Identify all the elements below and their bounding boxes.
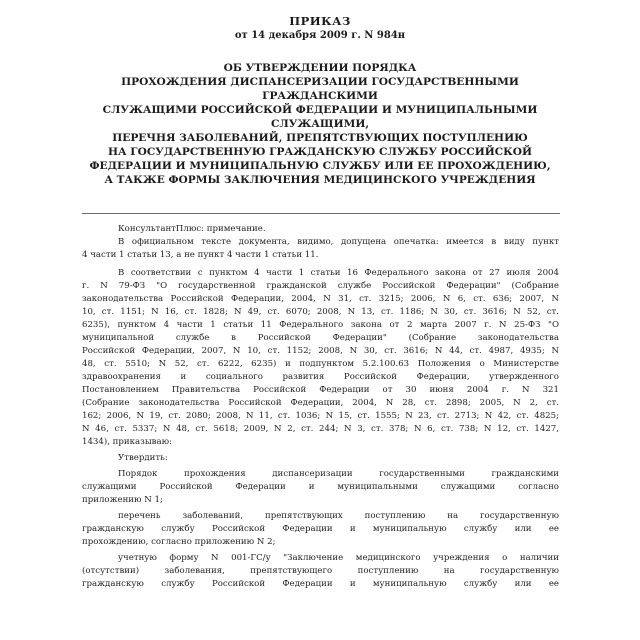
heading-line: ФЕДЕРАЦИИ И МУНИЦИПАЛЬНУЮ СЛУЖБУ ИЛИ ЕЕ ПРОХОЖДЕНИЮ,: [89, 160, 551, 172]
approve-heading: Утвердить:: [118, 453, 168, 463]
heading-line: СЛУЖАЩИМИ,: [270, 118, 370, 130]
heading-line: ПЕРЕЧНЯ ЗАБОЛЕВАНИЙ, ПРЕПЯТСТВУЮЩИХ ПОСТУПЛЕНИЮ: [112, 132, 528, 144]
preamble-line: N 46, ст. 5337; N 48, ст. 5618; 2009, N 2, ст. 244; N 3, ст. 378; N 6, ст. 738; N 12, ст. 1427,: [82, 424, 559, 434]
preamble-line: 162; 2006, N 19, ст. 2080; 2008, N 11, ст. 1036; N 15, ст. 1555; N 23, ст. 2713; N 42, ст. 4825;: [82, 411, 559, 421]
preamble-line: Российской Федерации, 2007, N 10, ст. 1152; 2008, N 30, ст. 3616; N 44, ст. 4987, 4935; N: [82, 346, 559, 356]
separator-line: [82, 213, 560, 214]
approved-item-2: гражданскую службу Российской Федерации и муниципальную службу или ее: [82, 524, 559, 534]
approved-item-3: учетную форму N 001-ГС/у "Заключение медицинского учреждения о наличии: [118, 553, 559, 563]
approved-item-3: (отсутствии) заболевания, препятствующего поступлению на государственную: [82, 566, 559, 576]
preamble-line: здравоохранения и социального развития Российской Федерации, утвержденного: [82, 372, 559, 382]
consultant-note-text: 4 части 1 статьи 13, а не пункт 4 части 1 статьи 11.: [82, 250, 319, 260]
consultant-note-label: КонсультантПлюс: примечание.: [118, 224, 266, 234]
approved-item-2: перечень заболеваний, препятствующих поступлению на государственную: [118, 511, 559, 521]
document-title: ПРИКАЗ: [289, 14, 351, 28]
preamble-line: 48, ст. 5510; N 52, ст. 6222, 6235) и подпунктом 5.2.100.63 Положения о Министерстве: [82, 359, 559, 369]
preamble-line: 10, ст. 1151; N 16, ст. 1828; N 49, ст. 6070; 2008, N 13, ст. 1186; N 30, ст. 3616; N 52, ст.: [82, 307, 559, 317]
heading-line: СЛУЖАЩИМИ РОССИЙСКОЙ ФЕДЕРАЦИИ И МУНИЦИПАЛЬНЫМИ: [102, 104, 538, 116]
document-date-number: от 14 декабря 2009 г. N 984н: [234, 30, 406, 41]
consultant-note-text: В официальном тексте документа, видимо, допущена опечатка: имеется в виду пункт: [118, 237, 559, 247]
heading-line: ПРОХОЖДЕНИЯ ДИСПАНСЕРИЗАЦИИ ГОСУДАРСТВЕННЫМИ: [121, 76, 519, 88]
preamble-line: г. N 79-ФЗ "О государственной гражданской службе Российской Федерации" (Собрание: [82, 281, 559, 291]
preamble-line: Постановлением Правительства Российской Федерации от 30 июня 2004 г. N 321: [82, 385, 559, 395]
heading-line: ГРАЖДАНСКИМИ: [262, 90, 378, 102]
heading-line: А ТАКЖЕ ФОРМЫ ЗАКЛЮЧЕНИЯ МЕДИЦИНСКОГО УЧРЕЖДЕНИЯ: [104, 174, 536, 186]
approved-item-1: служащими Российской Федерации и муниципальными служащими согласно: [82, 482, 559, 492]
preamble-line: В соответствии с пунктом 4 части 1 статьи 16 Федерального закона от 27 июля 2004: [118, 268, 559, 278]
preamble-line: законодательства Российской Федерации, 2004, N 31, ст. 3215; 2006, N 6, ст. 636; 2007, N: [82, 294, 559, 304]
approved-item-3: гражданскую службу Российской Федерации и муниципальную службу или ее: [82, 579, 559, 589]
preamble-line: (Собрание законодательства Российской Федерации, 2004, N 28, ст. 2898; 2005, N 2, ст.: [82, 398, 559, 408]
approved-item-2: прохождению, согласно приложению N 2;: [82, 537, 276, 547]
preamble-line: 6235), пунктом 4 части 1 статьи 11 Федерального закона от 2 марта 2007 г. N 25-ФЗ "О: [82, 320, 559, 330]
approved-item-1: Порядок прохождения диспансеризации государственными гражданскими: [118, 469, 559, 479]
approved-item-1: приложению N 1;: [82, 495, 163, 505]
preamble-line: 1434), приказываю:: [82, 437, 173, 447]
heading-line: НА ГОСУДАРСТВЕННУЮ ГРАЖДАНСКУЮ СЛУЖБУ РОССИЙСКОЙ: [107, 146, 533, 158]
preamble-line: муниципальной службе в Российской Федерации" (Собрание законодательства: [82, 333, 559, 343]
heading-line: ОБ УТВЕРЖДЕНИИ ПОРЯДКА: [223, 62, 417, 74]
